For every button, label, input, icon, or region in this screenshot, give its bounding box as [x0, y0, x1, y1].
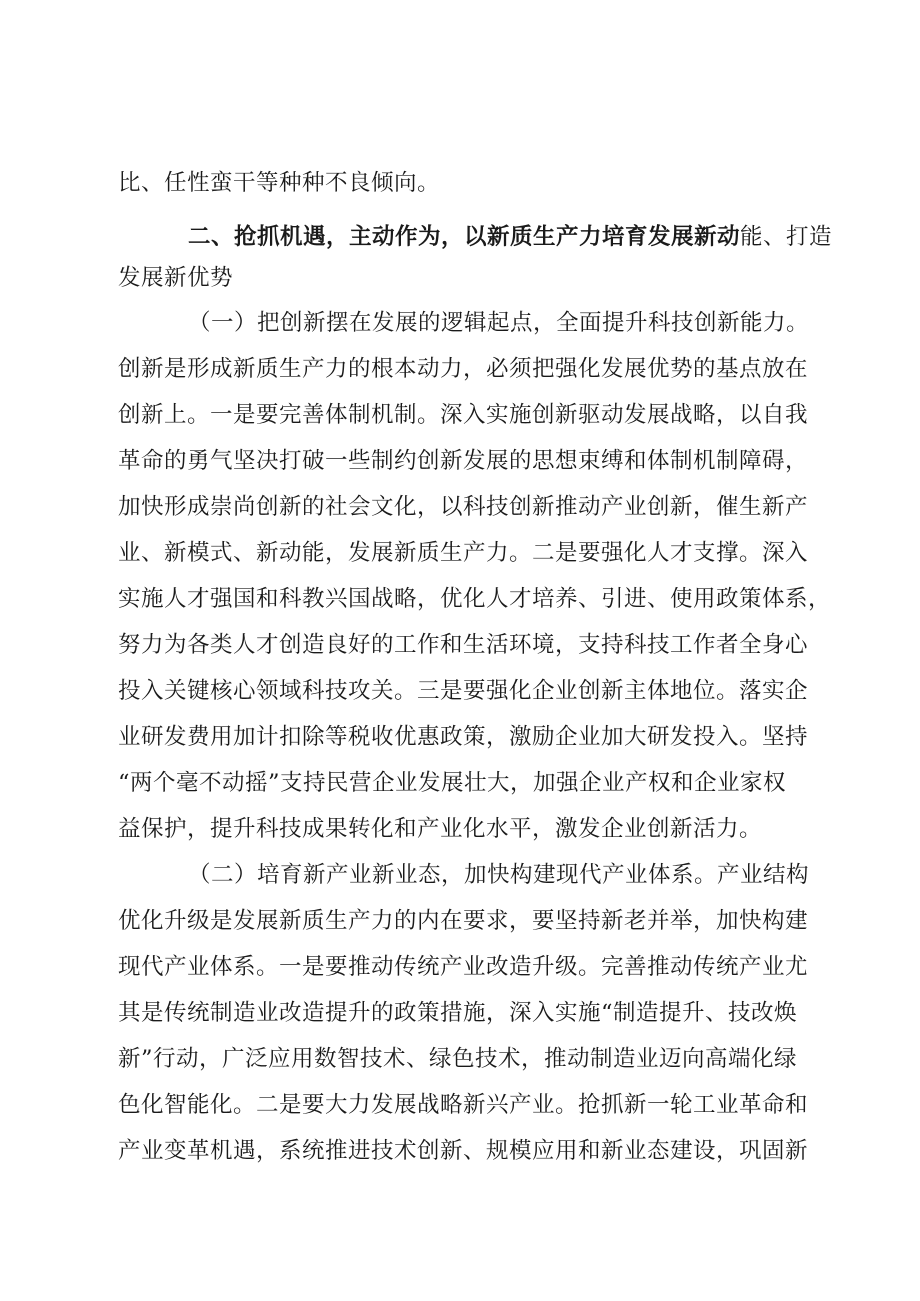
- paragraph-line: 其是传统制造业改造提升的政策措施，深入实施“制造提升、技改焕: [118, 1000, 798, 1026]
- paragraph-line: “两个毫不动摇”支持民营企业发展壮大，加强企业产权和企业家权: [118, 770, 787, 796]
- paragraph-line: 产业变革机遇，系统推进技术创新、规模应用和新业态建设，巩固新: [118, 1138, 809, 1164]
- paragraph-industry: [118, 852, 822, 1174]
- paragraph-line: 新”行动，广泛应用数智技术、绿色技术，推动制造业迈向高端化绿: [118, 1046, 798, 1072]
- paragraph-line: 现代产业体系。一是要推动传统产业改造升级。完善推动传统产业尤: [118, 954, 809, 980]
- paragraph-line: 业研发费用加计扣除等税收优惠政策，激励企业加大研发投入。坚持: [118, 724, 809, 750]
- continuation-line: 比、任性蛮干等种种不良倾向。: [118, 170, 441, 196]
- paragraph-line: 加快形成崇尚创新的社会文化，以科技创新推动产业创新，催生新产: [118, 494, 809, 520]
- paragraph-line: 创新是形成新质生产力的根本动力，必须把强化发展优势的基点放在: [118, 356, 809, 382]
- document-body: [118, 160, 833, 1174]
- heading-line-2: 发展新优势: [118, 265, 234, 291]
- heading-tail-text: 能、打造: [740, 224, 833, 250]
- section-heading: [118, 216, 833, 298]
- paragraph-line: 革命的勇气坚决打破一些制约创新发展的思想束缚和体制机制障碍，: [118, 448, 809, 474]
- paragraph-line: 努力为各类人才创造良好的工作和生活环境，支持科技工作者全身心: [118, 632, 809, 658]
- paragraph-line: 投入关键核心领域科技攻关。三是要强化企业创新主体地位。落实企: [118, 678, 809, 704]
- paragraph-line: 业、新模式、新动能，发展新质生产力。二是要强化人才支撑。深入: [118, 540, 809, 566]
- paragraph-line: （一）把创新摆在发展的逻辑起点，全面提升科技创新能力。: [188, 310, 810, 336]
- heading-bold-text: 二、抢抓机遇，主动作为，以新质生产力培育发展新动: [188, 224, 741, 250]
- paragraph-line: （二）培育新产业新业态，加快构建现代产业体系。产业结构: [188, 862, 810, 888]
- heading-line-1: [118, 216, 833, 258]
- paragraph-line: 实施人才强国和科教兴国战略，优化人才培养、引进、使用政策体系，: [118, 586, 832, 612]
- paragraph-line: 创新上。一是要完善体制机制。深入实施创新驱动发展战略，以自我: [118, 402, 809, 428]
- paragraph-line: 优化升级是发展新质生产力的内在要求，要坚持新老并举，加快构建: [118, 908, 809, 934]
- paragraph-line: 色化智能化。二是要大力发展战略新兴产业。抢抓新一轮工业革命和: [118, 1092, 809, 1118]
- paragraph-innovation: [118, 300, 832, 852]
- paragraph-line: 益保护，提升科技成果转化和产业化水平，激发企业创新活力。: [118, 816, 763, 842]
